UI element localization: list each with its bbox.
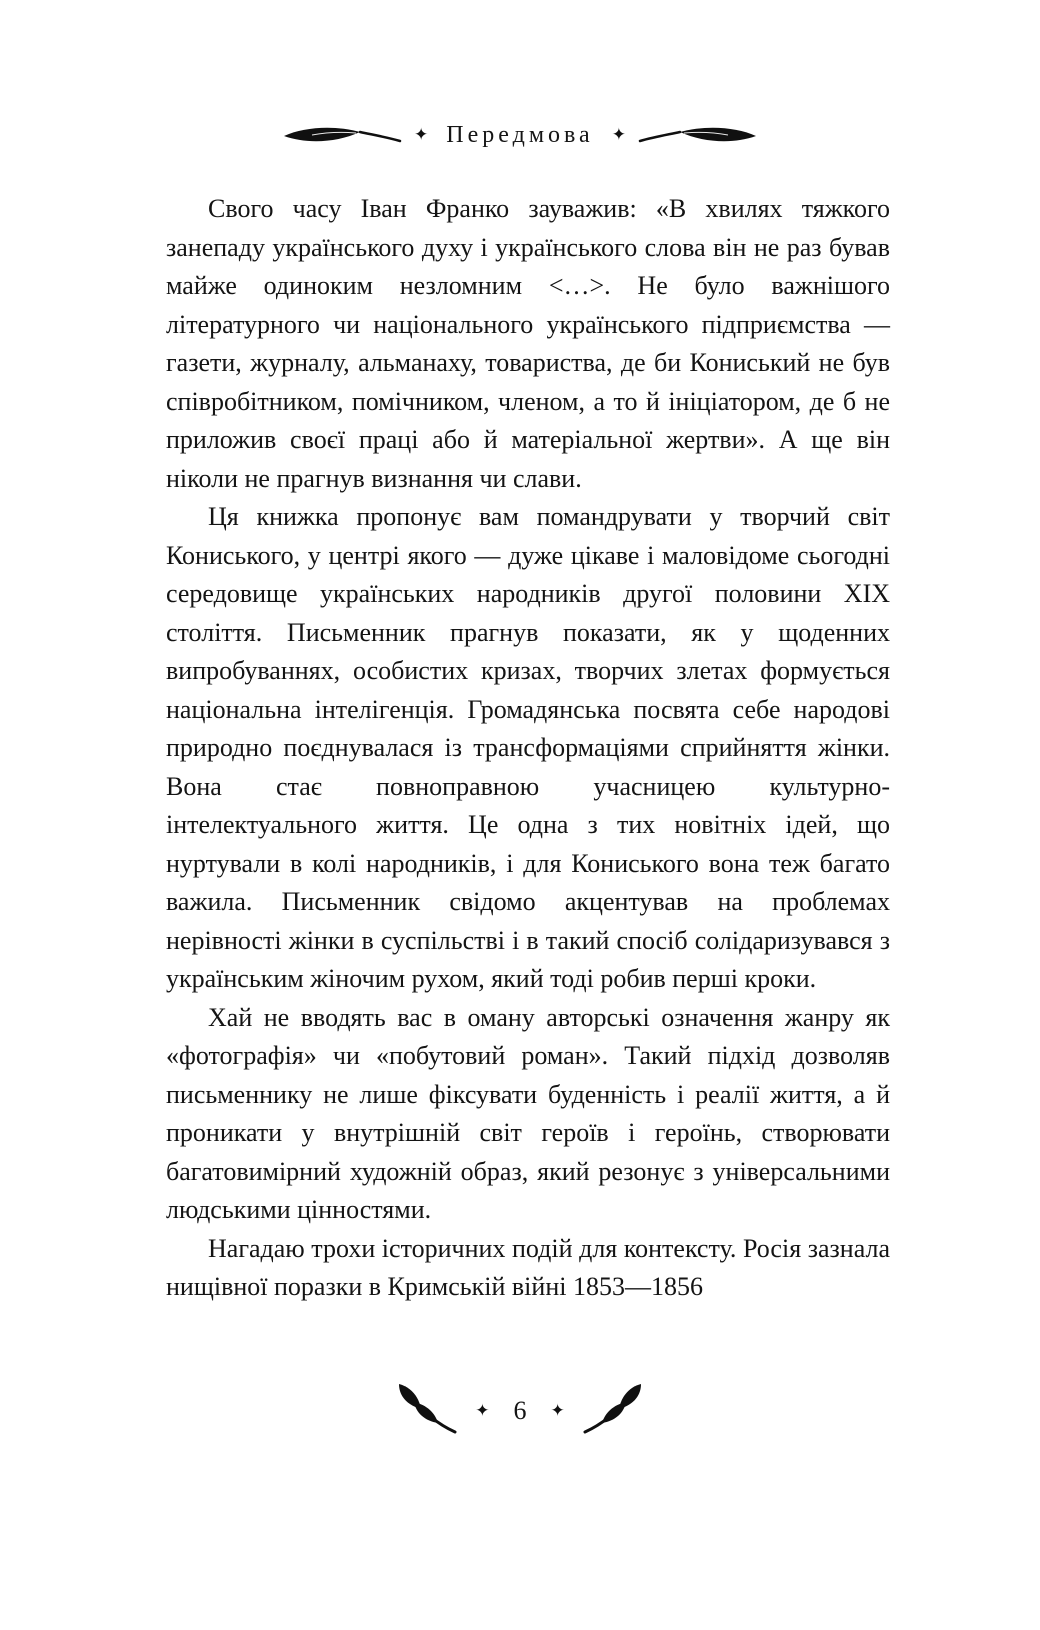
diamond-icon: ✦ <box>475 1400 490 1420</box>
page-footer <box>0 1382 1040 1440</box>
leaf-ornament-icon <box>638 124 758 148</box>
sprig-ornament-icon <box>581 1382 643 1440</box>
sprig-ornament-icon <box>397 1382 459 1440</box>
diamond-icon: ✦ <box>611 125 626 144</box>
chapter-header <box>0 122 1040 149</box>
paragraph: Свого часу Іван Франко зауважив: «В хвилях тяжкого занепаду українського духу і українського слова він не раз бував майже одиноким незломним <…>. Не було важнішого літературного чи національного українського підприємства — газети, журналу, альманаху, товариства, де би Кониський не був співробітником, помічником, членом, а то й ініціатором, де б не приложив своєї праці або й матеріальної жертви». А ще він ніколи не прагнув визнання чи слави. <box>166 194 890 493</box>
paragraph: Ця книжка пропонує вам помандрувати у творчий світ Кониського, у центрі якого — дуже цікаве і маловідоме сьогодні середовище українських народників другої половини XIX століття. Письменник прагнув показати, як у щоденних випробуваннях, особистих кризах, творчих злетах формується національна інтелігенція. Громадянська посвята себе народові природно поєднувалася із трансформаціями сприйняття жінки. Вона стає повноправною учасницею культурно-інтелектуального життя. Це одна з тих новітніх ідей, що нуртували в колі народників, і для Кониського вона теж багато важила. Письменник свідомо акцентував на проблемах нерівності жінки в суспільстві і в такий спосіб солідаризувався з українським жіночим рухом, який тоді робив перші кроки. <box>166 502 890 993</box>
page-number: 6 <box>513 1396 527 1425</box>
chapter-title: Передмова <box>446 122 594 148</box>
diamond-icon: ✦ <box>550 1400 565 1420</box>
page-body <box>166 190 890 1307</box>
paragraph: Нагадаю трохи історичних подій для контексту. Росія зазнала нищівної поразки в Кримській війні 1853—1856 <box>166 1233 890 1301</box>
diamond-icon: ✦ <box>414 125 429 144</box>
paragraph: Хай не вводять вас в оману авторські означення жанру як «фотографія» чи «побутовий роман». Такий підхід дозволяв письменнику не лише фіксувати буденність і реалії життя, а й проникати у внутрішній світ героїв і героїнь, створювати багатовимірний художній образ, який резонує з універсальними людськими цінностями. <box>166 1002 890 1224</box>
leaf-ornament-icon <box>282 124 402 148</box>
